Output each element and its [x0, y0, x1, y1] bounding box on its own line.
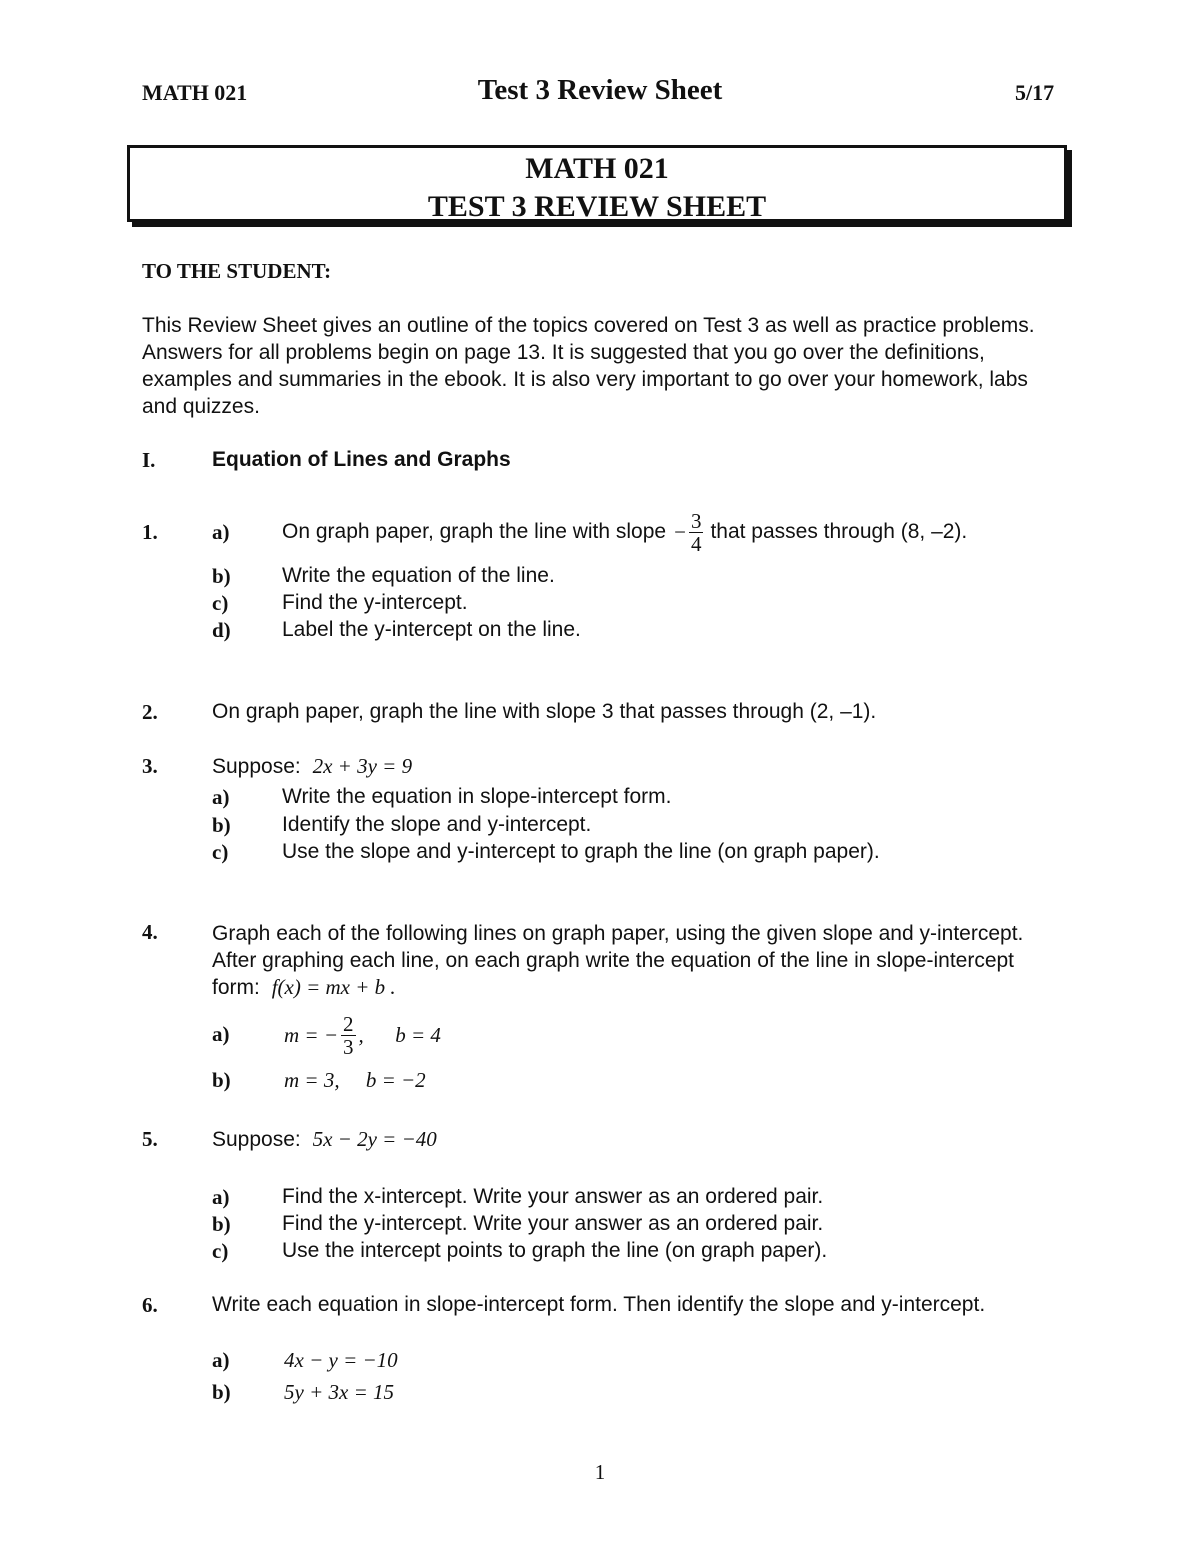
p3-b-text: Identify the slope and y-intercept.	[282, 813, 592, 836]
problem-5-number: 5.	[142, 1127, 158, 1151]
problem-1-number: 1.	[142, 520, 158, 544]
p4-line-3-pre: form:	[212, 976, 260, 999]
p5-c-text: Use the intercept points to graph the line (on graph paper).	[282, 1239, 828, 1262]
p5-a-label: a)	[212, 1185, 230, 1209]
p4-line-3-equation: f(x) = mx + b .	[271, 975, 396, 999]
p3-equation: 2x + 3y = 9	[312, 754, 413, 778]
p1-d-label: d)	[212, 618, 231, 642]
title-box	[127, 145, 1067, 222]
to-student-paragraph	[142, 312, 1035, 420]
page-number: 1	[594, 1460, 606, 1484]
p3-a-text: Write the equation in slope-intercept form.	[282, 785, 672, 808]
p4-line-1: Graph each of the following lines on graph paper, using the given slope and y-intercept.	[212, 922, 1024, 945]
intro-line: examples and summaries in the ebook. It is also very important to go over your homework, labs	[142, 368, 1028, 391]
p1-a-text	[282, 504, 967, 560]
p6-a-label: a)	[212, 1348, 230, 1372]
p4-b-expression: m = 3, b = −2	[284, 1068, 426, 1092]
header-course: MATH 021	[142, 80, 248, 105]
fraction-numerator: 2	[343, 1011, 354, 1036]
p1-a-sign: −	[674, 519, 686, 544]
fraction-numerator: 3	[690, 508, 702, 533]
p5-c-label: c)	[212, 1239, 229, 1263]
p3-lead-text: Suppose:	[212, 755, 301, 778]
p3-c-label: c)	[212, 840, 229, 864]
p6-a-equation: 4x − y = −10	[284, 1348, 398, 1372]
p5-b-text: Find the y-intercept. Write your answer as an ordered pair.	[282, 1212, 824, 1235]
p4-b-label: b)	[212, 1068, 231, 1092]
section-number: I.	[142, 448, 156, 472]
p1-a-post: that passes through (8, –2).	[710, 520, 968, 543]
p5-lead	[212, 1127, 437, 1152]
title-line-2: TEST 3 REVIEW SHEET	[427, 190, 767, 223]
p6-b-equation: 5y + 3x = 15	[284, 1380, 394, 1404]
fraction-denominator: 3	[343, 1034, 354, 1059]
p4-a-m: m = −	[284, 1022, 339, 1047]
p5-b-label: b)	[212, 1212, 231, 1236]
p4-a-fraction	[341, 1013, 356, 1058]
problem-6-number: 6.	[142, 1293, 158, 1317]
p1-c-label: c)	[212, 591, 229, 615]
p5-equation: 5x − 2y = −40	[312, 1127, 437, 1151]
p3-lead	[212, 754, 412, 779]
p1-a-pre: On graph paper, graph the line with slope	[282, 520, 667, 543]
p3-a-label: a)	[212, 785, 230, 809]
title-line-1: MATH 021	[525, 152, 669, 185]
p3-c-text: Use the slope and y-intercept to graph the line (on graph paper).	[282, 840, 880, 863]
p6-b-label: b)	[212, 1380, 231, 1404]
problem-4-number: 4.	[142, 920, 158, 944]
fraction-denominator: 4	[690, 531, 702, 556]
problem-2-number: 2.	[142, 700, 158, 724]
header-title: Test 3 Review Sheet	[477, 74, 723, 106]
intro-line: This Review Sheet gives an outline of the topics covered on Test 3 as well as practice problems.	[142, 314, 1035, 337]
p4-a-label: a)	[212, 1022, 230, 1046]
p6-text: Write each equation in slope-intercept form. Then identify the slope and y-intercept.	[212, 1293, 986, 1316]
intro-line: Answers for all problems begin on page 13. It is suggested that you go over the definitions,	[142, 341, 985, 364]
p5-lead-text: Suppose:	[212, 1128, 301, 1151]
p1-b-label: b)	[212, 564, 231, 588]
p5-a-text: Find the x-intercept. Write your answer as an ordered pair.	[282, 1185, 824, 1208]
intro-line: and quizzes.	[142, 395, 260, 418]
p1-a-label: a)	[212, 520, 230, 544]
p4-line-3	[212, 974, 1023, 1001]
to-student-heading: TO THE STUDENT:	[142, 259, 332, 283]
p4-a-expression	[284, 1007, 441, 1063]
p4-text	[212, 920, 1023, 1001]
p4-line-2: After graphing each line, on each graph write the equation of the line in slope-intercept	[212, 949, 1015, 972]
p1-d-text: Label the y-intercept on the line.	[282, 618, 581, 641]
p1-a-fraction	[689, 510, 704, 555]
section-title: Equation of Lines and Graphs	[212, 448, 511, 471]
p1-c-text: Find the y-intercept.	[282, 591, 468, 614]
p1-b-text: Write the equation of the line.	[282, 564, 555, 587]
p3-b-label: b)	[212, 813, 231, 837]
header-date: 5/17	[1015, 80, 1055, 105]
p2-text: On graph paper, graph the line with slope 3 that passes through (2, –1).	[212, 700, 877, 723]
p4-a-b: , b = 4	[358, 1022, 441, 1047]
problem-3-number: 3.	[142, 754, 158, 778]
